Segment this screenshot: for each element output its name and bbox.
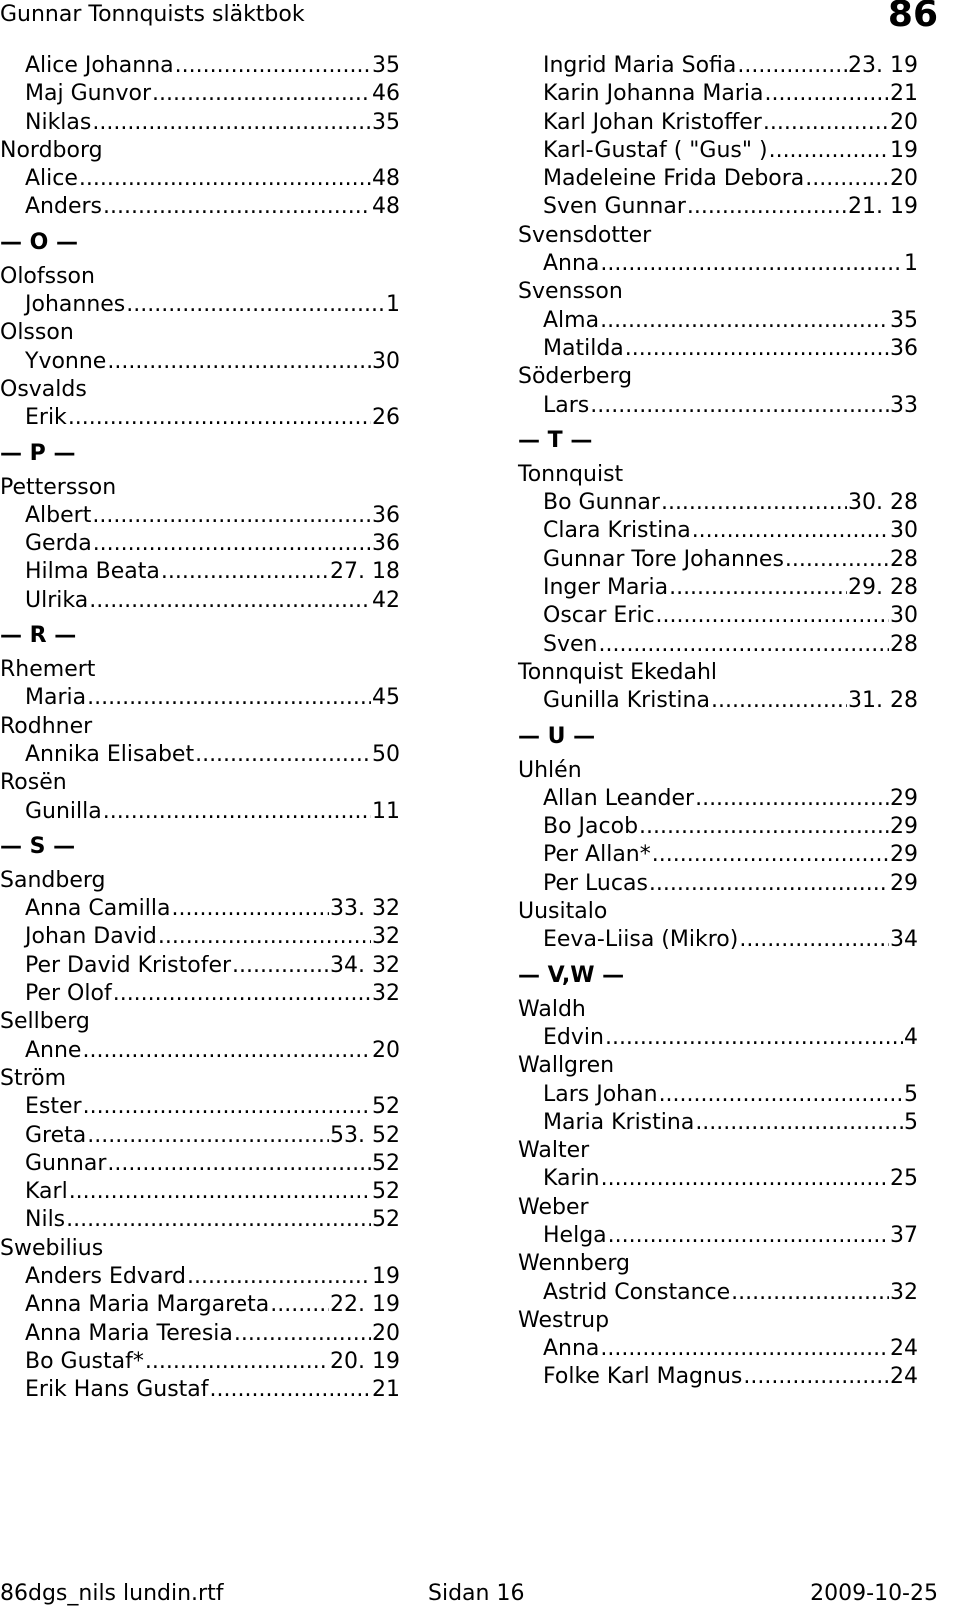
dot-leader bbox=[695, 1109, 903, 1137]
surname-entry: Tonnquist bbox=[518, 461, 624, 487]
page-reference: 23. 19 bbox=[848, 53, 918, 78]
page-reference: 5 bbox=[904, 1109, 918, 1135]
surname-entry: Wennberg bbox=[518, 1251, 631, 1277]
given-name: Alice Johanna bbox=[25, 53, 174, 78]
given-name-entry bbox=[518, 137, 918, 165]
dot-leader bbox=[661, 489, 847, 517]
page-reference: 29 bbox=[890, 785, 918, 811]
given-name: Karin Johanna Maria bbox=[543, 81, 764, 107]
given-name: Gunilla Kristina bbox=[543, 688, 710, 714]
dot-leader bbox=[172, 895, 330, 923]
dot-leader bbox=[711, 687, 847, 715]
letter-heading: — O — bbox=[0, 229, 79, 255]
given-name: Nils bbox=[25, 1207, 66, 1233]
page-reference: 4 bbox=[904, 1024, 918, 1050]
letter-heading: — P — bbox=[0, 440, 76, 466]
surname-entry: Tonnquist Ekedahl bbox=[518, 659, 718, 685]
dot-leader bbox=[66, 1206, 371, 1234]
page-title: Gunnar Tonnquists släktbok bbox=[0, 2, 305, 27]
page-reference: 20 bbox=[890, 166, 918, 192]
given-name: Madeleine Frida Debora bbox=[543, 166, 805, 192]
dot-leader bbox=[87, 684, 371, 712]
page-reference: 36 bbox=[372, 502, 400, 528]
given-name: Lars bbox=[543, 392, 590, 418]
dot-leader bbox=[695, 785, 889, 813]
given-name: Anna Camilla bbox=[25, 896, 171, 922]
given-name: Albert bbox=[25, 502, 92, 528]
dot-leader bbox=[187, 1263, 371, 1291]
dot-leader bbox=[763, 109, 889, 137]
page-reference: 26 bbox=[372, 405, 400, 431]
dot-leader bbox=[731, 1279, 889, 1307]
given-name-entry bbox=[518, 250, 918, 278]
dot-leader bbox=[600, 1335, 889, 1363]
dot-leader bbox=[764, 80, 889, 108]
given-name-entry bbox=[518, 193, 918, 221]
dot-leader bbox=[608, 1222, 889, 1250]
surname-entry: Weber bbox=[518, 1194, 589, 1220]
page-reference: 35 bbox=[372, 109, 400, 135]
given-name-entry bbox=[0, 952, 400, 980]
given-name: Anders Edvard bbox=[25, 1263, 186, 1289]
surname-entry: Svensson bbox=[518, 279, 623, 305]
surname-entry: Swebilius bbox=[0, 1235, 104, 1261]
given-name: Gerda bbox=[25, 531, 92, 557]
given-name: Folke Karl Magnus bbox=[543, 1364, 743, 1390]
given-name-entry bbox=[0, 291, 400, 319]
dot-leader bbox=[161, 558, 329, 586]
given-name-entry bbox=[0, 404, 400, 432]
letter-heading: — V,W — bbox=[518, 962, 625, 988]
given-name: Johan David bbox=[25, 924, 157, 950]
given-name: Lars Johan bbox=[543, 1081, 658, 1107]
dot-leader bbox=[652, 841, 889, 869]
given-name: Inger Maria bbox=[543, 575, 669, 601]
footer-date: 2009-10-25 bbox=[810, 1581, 938, 1606]
page-reference: 27. 18 bbox=[330, 559, 400, 585]
given-name: Ulrika bbox=[25, 587, 89, 613]
given-name-entry bbox=[518, 1279, 918, 1307]
dot-leader bbox=[598, 631, 889, 659]
given-name-entry bbox=[518, 870, 918, 898]
given-name: Anne bbox=[25, 1037, 82, 1063]
dot-leader bbox=[113, 980, 371, 1008]
footer-filename: 86dgs_nils lundin.rtf bbox=[0, 1581, 224, 1606]
given-name-entry bbox=[0, 1037, 400, 1065]
given-name-entry bbox=[0, 558, 400, 586]
dot-leader bbox=[639, 813, 889, 841]
given-name-entry bbox=[0, 193, 400, 221]
page-reference: 35 bbox=[890, 307, 918, 333]
dot-leader bbox=[659, 1081, 903, 1109]
given-name: Per Lucas bbox=[543, 870, 648, 896]
page-reference: 53. 52 bbox=[330, 1122, 400, 1148]
dot-leader bbox=[145, 1348, 329, 1376]
given-name: Maria Kristina bbox=[543, 1109, 695, 1135]
dot-leader bbox=[107, 1150, 371, 1178]
page-reference: 24 bbox=[890, 1364, 918, 1390]
dot-leader bbox=[739, 926, 889, 954]
surname-entry: Osvalds bbox=[0, 376, 87, 402]
given-name-entry bbox=[518, 392, 918, 420]
given-name: Per Allan* bbox=[543, 842, 651, 868]
given-name-entry bbox=[0, 109, 400, 137]
given-name: Bo Gunnar bbox=[543, 490, 660, 516]
given-name: Anders bbox=[25, 194, 102, 220]
given-name-entry bbox=[518, 631, 918, 659]
page-reference: 1 bbox=[386, 292, 400, 318]
surname-entry: Nordborg bbox=[0, 137, 103, 163]
given-name-entry bbox=[518, 1222, 918, 1250]
page-reference: 20 bbox=[372, 1320, 400, 1346]
given-name-entry bbox=[0, 1206, 400, 1234]
page-reference: 32 bbox=[890, 1279, 918, 1305]
surname-entry: Pettersson bbox=[0, 474, 117, 500]
page-reference: 52 bbox=[372, 1179, 400, 1205]
page-reference: 50 bbox=[372, 741, 400, 767]
page-reference: 35 bbox=[372, 53, 400, 78]
given-name-entry bbox=[518, 602, 918, 630]
surname-entry: Rhemert bbox=[0, 657, 96, 683]
given-name-entry bbox=[0, 1178, 400, 1206]
given-name: Bo Jacob bbox=[543, 814, 639, 840]
given-name-entry bbox=[0, 923, 400, 951]
given-name-entry bbox=[518, 517, 918, 545]
given-name-entry bbox=[518, 1109, 918, 1137]
given-name-entry bbox=[0, 1122, 400, 1150]
page-reference: 32 bbox=[372, 924, 400, 950]
surname-entry: Olofsson bbox=[0, 263, 95, 289]
dot-leader bbox=[126, 291, 385, 319]
page-reference: 33 bbox=[890, 392, 918, 418]
given-name-entry bbox=[0, 348, 400, 376]
given-name-entry bbox=[0, 1376, 400, 1404]
page-reference: 42 bbox=[372, 587, 400, 613]
given-name: Karin bbox=[543, 1166, 600, 1192]
page-reference: 37 bbox=[890, 1222, 918, 1248]
given-name: Clara Kristina bbox=[543, 518, 691, 544]
given-name-entry bbox=[518, 687, 918, 715]
page-reference: 24 bbox=[890, 1336, 918, 1362]
given-name: Erik Hans Gustaf bbox=[25, 1377, 209, 1403]
dot-leader bbox=[232, 952, 329, 980]
surname-entry: Wallgren bbox=[518, 1053, 615, 1079]
page-reference: 19 bbox=[890, 137, 918, 163]
dot-leader bbox=[590, 392, 889, 420]
dot-leader bbox=[234, 1320, 371, 1348]
dot-leader bbox=[600, 250, 903, 278]
page-reference: 28 bbox=[890, 631, 918, 657]
dot-leader bbox=[625, 335, 889, 363]
page-reference: 30 bbox=[890, 603, 918, 629]
dot-leader bbox=[605, 1024, 903, 1052]
given-name-entry bbox=[0, 1291, 400, 1319]
page-reference: 34. 32 bbox=[330, 952, 400, 978]
given-name-entry bbox=[0, 980, 400, 1008]
given-name-entry bbox=[518, 1081, 918, 1109]
index-column-right bbox=[518, 52, 918, 1392]
given-name-entry bbox=[518, 335, 918, 363]
letter-heading: — R — bbox=[0, 623, 77, 649]
dot-leader bbox=[79, 165, 371, 193]
page-reference: 5 bbox=[904, 1081, 918, 1107]
dot-leader bbox=[103, 193, 371, 221]
given-name: Greta bbox=[25, 1122, 87, 1148]
given-name: Matilda bbox=[543, 335, 624, 361]
dot-leader bbox=[82, 1037, 371, 1065]
given-name-entry bbox=[518, 813, 918, 841]
letter-heading: — S — bbox=[0, 833, 76, 859]
surname-entry: Westrup bbox=[518, 1307, 610, 1333]
letter-heading: — T — bbox=[518, 427, 593, 453]
surname-entry: Sandberg bbox=[0, 867, 106, 893]
given-name: Oscar Eric bbox=[543, 603, 655, 629]
dot-leader bbox=[785, 546, 889, 574]
dot-leader bbox=[656, 602, 889, 630]
given-name: Anna bbox=[543, 1336, 600, 1362]
dot-leader bbox=[687, 193, 847, 221]
given-name: Gunnar bbox=[25, 1150, 107, 1176]
given-name: Sven bbox=[543, 631, 598, 657]
surname-entry: Svensdotter bbox=[518, 222, 652, 248]
given-name-entry bbox=[0, 1093, 400, 1121]
surname-entry: Rodhner bbox=[0, 713, 93, 739]
dot-leader bbox=[87, 1122, 329, 1150]
given-name-entry bbox=[518, 1165, 918, 1193]
given-name-entry bbox=[0, 52, 400, 80]
page-reference: 30. 28 bbox=[848, 490, 918, 516]
given-name-entry bbox=[0, 684, 400, 712]
page-reference: 25 bbox=[890, 1166, 918, 1192]
page-reference: 32 bbox=[372, 981, 400, 1007]
given-name-entry bbox=[0, 798, 400, 826]
given-name: Gunnar Tore Johannes bbox=[543, 546, 784, 572]
given-name: Annika Elisabet bbox=[25, 741, 195, 767]
given-name: Ingrid Maria Sofia bbox=[543, 53, 737, 78]
given-name-entry bbox=[518, 52, 918, 80]
page-reference: 45 bbox=[372, 685, 400, 711]
dot-leader bbox=[175, 52, 371, 80]
given-name-entry bbox=[0, 165, 400, 193]
given-name: Helga bbox=[543, 1222, 607, 1248]
dot-leader bbox=[210, 1376, 371, 1404]
page-reference: 48 bbox=[372, 166, 400, 192]
given-name-entry bbox=[518, 1024, 918, 1052]
dot-leader bbox=[600, 307, 889, 335]
given-name-entry bbox=[0, 587, 400, 615]
given-name: Anna Maria Margareta bbox=[25, 1292, 270, 1318]
surname-entry: Uusitalo bbox=[518, 899, 608, 925]
dot-leader bbox=[158, 923, 371, 951]
given-name: Edvin bbox=[543, 1024, 604, 1050]
given-name-entry bbox=[0, 502, 400, 530]
dot-leader bbox=[83, 1093, 371, 1121]
dot-leader bbox=[92, 502, 371, 530]
page-reference: 36 bbox=[890, 335, 918, 361]
given-name-entry bbox=[0, 1348, 400, 1376]
dot-leader bbox=[601, 1165, 889, 1193]
given-name-entry bbox=[518, 574, 918, 602]
given-name-entry bbox=[518, 80, 918, 108]
given-name: Karl-Gustaf ( "Gus" ) bbox=[543, 137, 768, 163]
page-reference: 1 bbox=[904, 251, 918, 277]
dot-leader bbox=[195, 741, 371, 769]
page-reference: 21. 19 bbox=[848, 194, 918, 220]
page-reference: 20. 19 bbox=[330, 1348, 400, 1374]
given-name: Eeva-Liisa (Mikro) bbox=[543, 927, 739, 953]
given-name-entry bbox=[518, 109, 918, 137]
surname-entry: Waldh bbox=[518, 996, 586, 1022]
surname-entry: Ström bbox=[0, 1065, 67, 1091]
given-name: Alice bbox=[25, 166, 78, 192]
given-name-entry bbox=[518, 546, 918, 574]
given-name-entry bbox=[0, 1263, 400, 1291]
dot-leader bbox=[69, 1178, 371, 1206]
given-name: Sven Gunnar bbox=[543, 194, 686, 220]
dot-leader bbox=[68, 404, 371, 432]
given-name: Per David Kristofer bbox=[25, 952, 232, 978]
page-reference: 52 bbox=[372, 1207, 400, 1233]
page-reference: 30 bbox=[890, 518, 918, 544]
given-name-entry bbox=[518, 1363, 918, 1391]
given-name: Karl Johan Kristoffer bbox=[543, 109, 762, 135]
dot-leader bbox=[103, 798, 371, 826]
page-reference: 30 bbox=[372, 348, 400, 374]
given-name: Alma bbox=[543, 307, 600, 333]
page-reference: 20 bbox=[890, 109, 918, 135]
page-reference: 52 bbox=[372, 1094, 400, 1120]
dot-leader bbox=[107, 348, 371, 376]
page-reference: 20 bbox=[372, 1037, 400, 1063]
dot-leader bbox=[89, 587, 371, 615]
page-reference: 11 bbox=[372, 798, 400, 824]
surname-entry: Walter bbox=[518, 1138, 590, 1164]
dot-leader bbox=[93, 530, 371, 558]
given-name: Gunilla bbox=[25, 798, 102, 824]
dot-leader bbox=[769, 137, 889, 165]
surname-entry: Sellberg bbox=[0, 1009, 90, 1035]
page-reference: 29. 28 bbox=[848, 575, 918, 601]
page-reference: 19 bbox=[372, 1263, 400, 1289]
page-reference: 29 bbox=[890, 842, 918, 868]
given-name-entry bbox=[518, 489, 918, 517]
given-name: Yvonne bbox=[25, 348, 107, 374]
page-reference: 29 bbox=[890, 814, 918, 840]
footer-page-label: Sidan 16 bbox=[428, 1581, 525, 1606]
given-name-entry bbox=[518, 1335, 918, 1363]
page-reference: 22. 19 bbox=[330, 1292, 400, 1318]
dot-leader bbox=[270, 1291, 329, 1319]
page-reference: 21 bbox=[372, 1377, 400, 1403]
page-reference: 33. 32 bbox=[330, 896, 400, 922]
given-name-entry bbox=[518, 307, 918, 335]
dot-leader bbox=[152, 80, 371, 108]
surname-entry: Olsson bbox=[0, 320, 74, 346]
page-reference: 34 bbox=[890, 927, 918, 953]
dot-leader bbox=[743, 1363, 889, 1391]
page-number: 86 bbox=[887, 0, 938, 35]
surname-entry: Uhlén bbox=[518, 757, 582, 783]
page-reference: 21 bbox=[890, 81, 918, 107]
given-name-entry bbox=[0, 741, 400, 769]
given-name: Ester bbox=[25, 1094, 82, 1120]
given-name-entry bbox=[0, 530, 400, 558]
given-name: Anna bbox=[543, 251, 600, 277]
given-name-entry bbox=[518, 841, 918, 869]
page-reference: 52 bbox=[372, 1150, 400, 1176]
given-name: Per Olof bbox=[25, 981, 112, 1007]
given-name-entry bbox=[518, 785, 918, 813]
given-name: Maj Gunvor bbox=[25, 81, 152, 107]
surname-entry: Rosën bbox=[0, 770, 67, 796]
letter-heading: — U — bbox=[518, 723, 596, 749]
page-reference: 29 bbox=[890, 870, 918, 896]
page-reference: 36 bbox=[372, 531, 400, 557]
given-name: Allan Leander bbox=[543, 785, 695, 811]
given-name: Bo Gustaf* bbox=[25, 1348, 144, 1374]
given-name: Hilma Beata bbox=[25, 559, 160, 585]
given-name-entry bbox=[0, 895, 400, 923]
page-reference: 46 bbox=[372, 81, 400, 107]
given-name: Johannes bbox=[25, 292, 126, 318]
dot-leader bbox=[737, 52, 847, 80]
dot-leader bbox=[649, 870, 889, 898]
dot-leader bbox=[692, 517, 889, 545]
given-name: Niklas bbox=[25, 109, 92, 135]
given-name: Erik bbox=[25, 405, 67, 431]
dot-leader bbox=[92, 109, 371, 137]
given-name-entry bbox=[0, 1320, 400, 1348]
given-name-entry bbox=[518, 165, 918, 193]
given-name: Anna Maria Teresia bbox=[25, 1320, 233, 1346]
given-name: Maria bbox=[25, 685, 87, 711]
given-name: Astrid Constance bbox=[543, 1279, 731, 1305]
given-name-entry bbox=[0, 1150, 400, 1178]
index-column-left bbox=[0, 52, 400, 1404]
given-name-entry bbox=[518, 926, 918, 954]
surname-entry: Söderberg bbox=[518, 364, 633, 390]
dot-leader bbox=[805, 165, 889, 193]
given-name-entry bbox=[0, 80, 400, 108]
page-reference: 28 bbox=[890, 546, 918, 572]
page-reference: 48 bbox=[372, 194, 400, 220]
given-name: Karl bbox=[25, 1179, 68, 1205]
page-reference: 31. 28 bbox=[848, 688, 918, 714]
dot-leader bbox=[669, 574, 847, 602]
